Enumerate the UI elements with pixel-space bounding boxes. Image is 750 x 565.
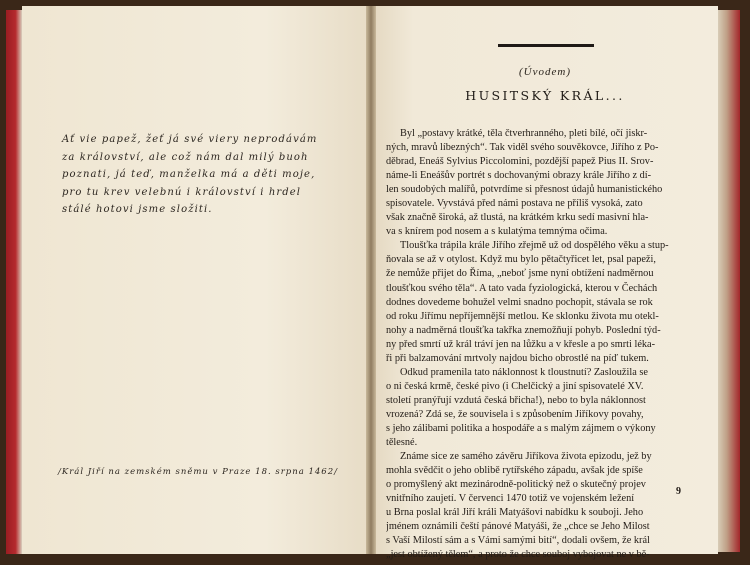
- body-text-line: vnitřního zaujetí. V červenci 1470 totiž ve vojenském ležení: [386, 493, 635, 505]
- body-text-line: ných, mravů líbezných“. Tak viděl svého souvěkovce, Jiřího z Po-: [386, 142, 659, 154]
- body-text-line: mohla svědčit o jeho oblibě rytířského západu, avšak jde spíše: [386, 465, 643, 477]
- body-text-line: s Vaší Milostí sám a s Vámi samými bití“, dodali ovšem, že král: [386, 535, 650, 547]
- right-book-edge: [718, 10, 740, 552]
- page-number: 9: [676, 486, 681, 497]
- body-text-line: „jest obtížený tělem“, a proto že chce souboj vybojovat ne v bě-: [386, 549, 650, 561]
- body-text-line: století pranýřují vzdutá česká břicha!), nebo to byla náklonnost: [386, 394, 646, 406]
- body-text-line: od roku Jiřímu nepříjemnější metlou. Ke sklonku života mu otekl-: [386, 310, 659, 322]
- body-text-line: o promyšlený akt mezinárodně-politický než o skutečný projev: [386, 479, 646, 491]
- body-text-line: Byl „postavy krátké, těla čtverhranného, pleti bílé, očí jiskr-: [400, 128, 648, 139]
- body-text-line: ři při balzamování mrtvoly najdou bicho obrostlé na píď tukem.: [386, 352, 649, 364]
- body-text-line: ňovala se až v otylost. Když mu bylo pětačtyřicet let, psal papeži,: [386, 254, 656, 266]
- epigraph-attribution: /Král Jiří na zemském sněmu v Praze 18. srpna 1462/: [58, 467, 338, 477]
- chapter-title: HUSITSKÝ KRÁL...: [465, 88, 625, 103]
- body-text-line: va s knírem pod nosem a s kulatýma temnýma očima.: [386, 226, 608, 238]
- body-text-line: u Brna poslal král Jiří králi Matyášovi nabídku k souboji. Jeho: [386, 507, 644, 519]
- body-text-line: o ni česká krmě, české pivo (i Chelčický a jiní spisovatelé XV.: [386, 380, 644, 392]
- body-text-line: dodnes dovedeme bohužel velmi snadno pochopit, stávala se rok: [386, 296, 653, 308]
- body-text-line: Tloušťka trápila krále Jiřího zřejmě už od dospělého věku a stup-: [400, 240, 669, 252]
- body-text-line: Odkud pramenila tato náklonnost k tloustnutí? Zasloužila se: [400, 366, 648, 378]
- body-text-line: děbrad, Eneáš Sylvius Piccolomini, pozdější papež Pius II. Srov-: [386, 156, 654, 168]
- body-text-line: že nemůže přijet do Říma, „neboť jsme nyní obtížení nadměrnou: [386, 268, 654, 280]
- left-book-edge: [6, 10, 22, 554]
- body-text-line: s jeho zálibami politika a hospodáře a s malým zájmem o výkony: [386, 422, 656, 434]
- body-text: [386, 127, 688, 562]
- body-text-line: tloušťkou svého těla“. A tato vada fyziologická, kterou v Čechách: [386, 282, 658, 294]
- body-text-line: spisovatele. Vyvstává před námi postava ne příliš vysoká, zato: [386, 198, 643, 210]
- epigraph-line: Ať vie papež, žeť já své viery neprodávám: [62, 134, 318, 145]
- epigraph: [62, 131, 352, 219]
- body-text-line: ny před smrtí už král tráví jen na lůžku a v křesle a po smrti léka-: [386, 338, 656, 350]
- body-text-line: jménem oznámili čeští pánové Matyáši, že „chce se Jeho Milost: [386, 521, 650, 533]
- body-text-line: len soudobých malířů, potvrdíme si přesnost údajů humanistického: [386, 184, 663, 196]
- body-text-line: Známe sice ze samého závěru Jiříkova života epizodu, jež by: [400, 451, 652, 463]
- epigraph-line: stálé hotovi jsme složiti.: [62, 204, 213, 215]
- epigraph-line: poznati, já teď, manželka má a děti moje,: [62, 169, 316, 180]
- body-text-line: náme-li Eneášův portrét s dochovanými obrazy krále Jiřího z dí-: [386, 170, 652, 182]
- body-text-line: vrozená? Zdá se, že souvisela i s způsobením Jiříkovy povahy,: [386, 408, 644, 420]
- body-text-line: však značně široká, až tlustá, na krátkém krku sedí masivní hla-: [386, 212, 649, 224]
- body-text-line: nohy a nadměrná tloušťka takřka znemožňují pohyb. Poslední týd-: [386, 324, 661, 336]
- epigraph-line: pro tu krev velebnú i království i hrdel: [62, 186, 302, 198]
- intro-label: (Úvodem): [519, 66, 571, 78]
- chapter-rule: [498, 44, 594, 47]
- body-text-line: tělesné.: [386, 437, 418, 449]
- epigraph-line: za království, ale což nám dal milý buoh: [62, 151, 309, 163]
